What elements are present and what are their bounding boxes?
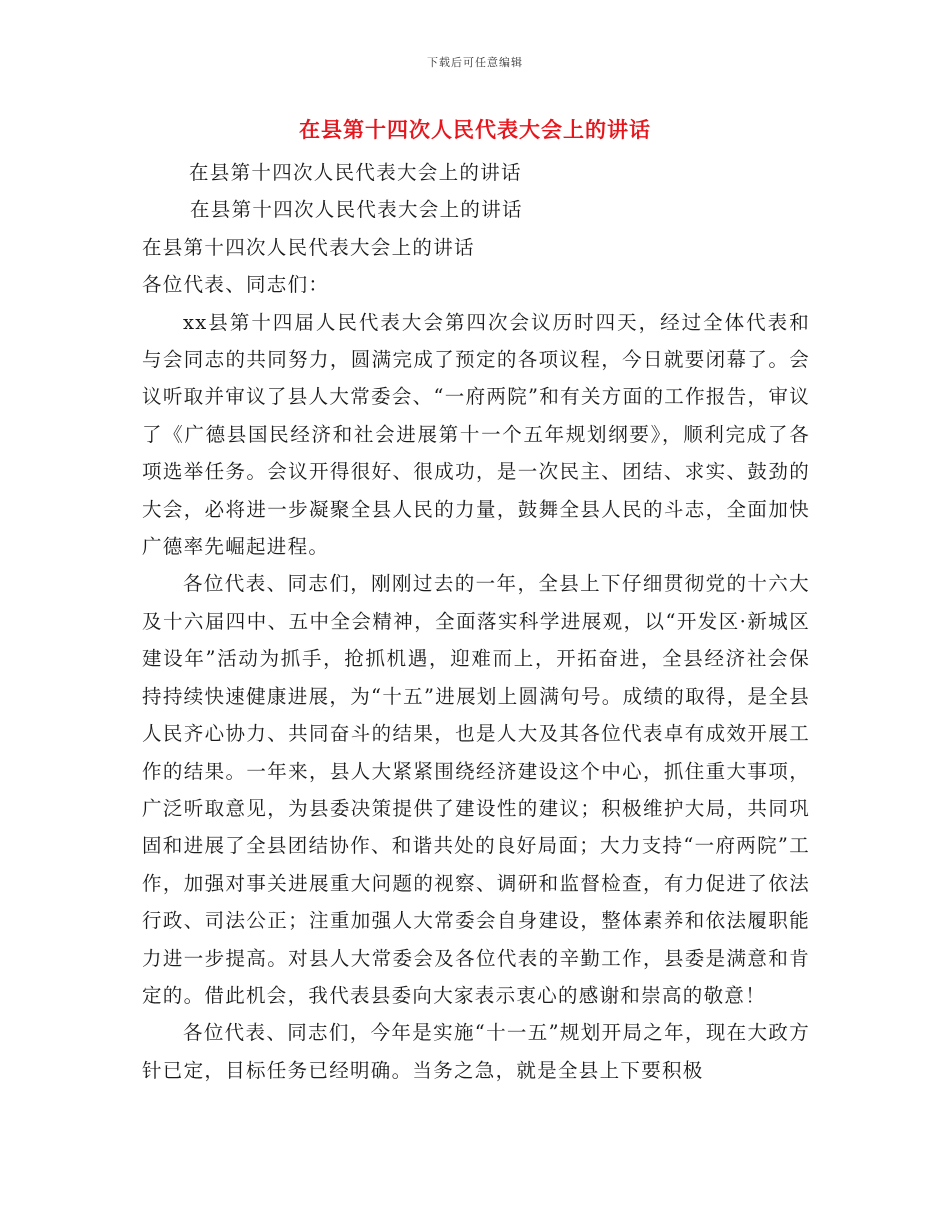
subtitle-line-1: 在县第十四次人民代表大会上的讲话: [189, 161, 522, 184]
paragraph: xx县第十四届人民代表大会第四次会议历时四天，经过全体代表和与会同志的共同努力，圆满完成了预定的各项议程，今日就要闭幕了。会议听取并审议了县人大常委会、“一府两院”和有关方面的工作报告，审议了《广德县国民经济和社会进展第十一个五年规划纲要》，顺利完成了各项选举任务。会议开得很好、很成功，是一次民主、团结、求实、鼓劲的大会，必将进一步凝聚全县人民的力量，鼓舞全县人民的斗志，全面加快广德率先崛起进程。: [142, 310, 810, 559]
salutation: 各位代表、同志们：: [142, 273, 330, 297]
paragraph: 各位代表、同志们，今年是实施“十一五”规划开局之年，现在大政方针已定，目标任务已经明确。当务之急，就是全县上下要积极: [142, 1021, 810, 1082]
header-note: 下载后可任意编辑: [427, 56, 523, 69]
subtitle-line-3: 在县第十四次人民代表大会上的讲话: [142, 235, 475, 259]
subtitle-line-2: 在县第十四次人民代表大会上的讲话: [190, 198, 523, 222]
paragraph: 各位代表、同志们，刚刚过去的一年，全县上下仔细贯彻党的十六大及十六届四中、五中全会精神，全面落实科学进展观，以“开发区·新城区建设年”活动为抓手，抢抓机遇，迎难而上，开拓奋进，全县经济社会保持持续快速健康进展，为“十五”进展划上圆满句号。成绩的取得，是全县人民齐心协力、共同奋斗的结果，也是人大及其各位代表卓有成效开展工作的结果。一年来，县人大紧紧围绕经济建设这个中心，抓住重大事项，广泛听取意见，为县委决策提供了建设性的建议；积极维护大局，共同巩固和进展了全县团结协作、和谐共处的良好局面；大力支持“一府两院”工作，加强对事关进展重大问题的视察、调研和监督检查，有力促进了依法行政、司法公正；注重加强人大常委会自身建设，整体素养和依法履职能力进一步提高。对县人大常委会及各位代表的辛勤工作，县委是满意和肯定的。借此机会，我代表县委向大家表示衷心的感谢和崇高的敬意！: [142, 572, 810, 1007]
document-body: [142, 154, 810, 1089]
document-title: 在县第十四次人民代表大会上的讲话: [299, 118, 651, 142]
